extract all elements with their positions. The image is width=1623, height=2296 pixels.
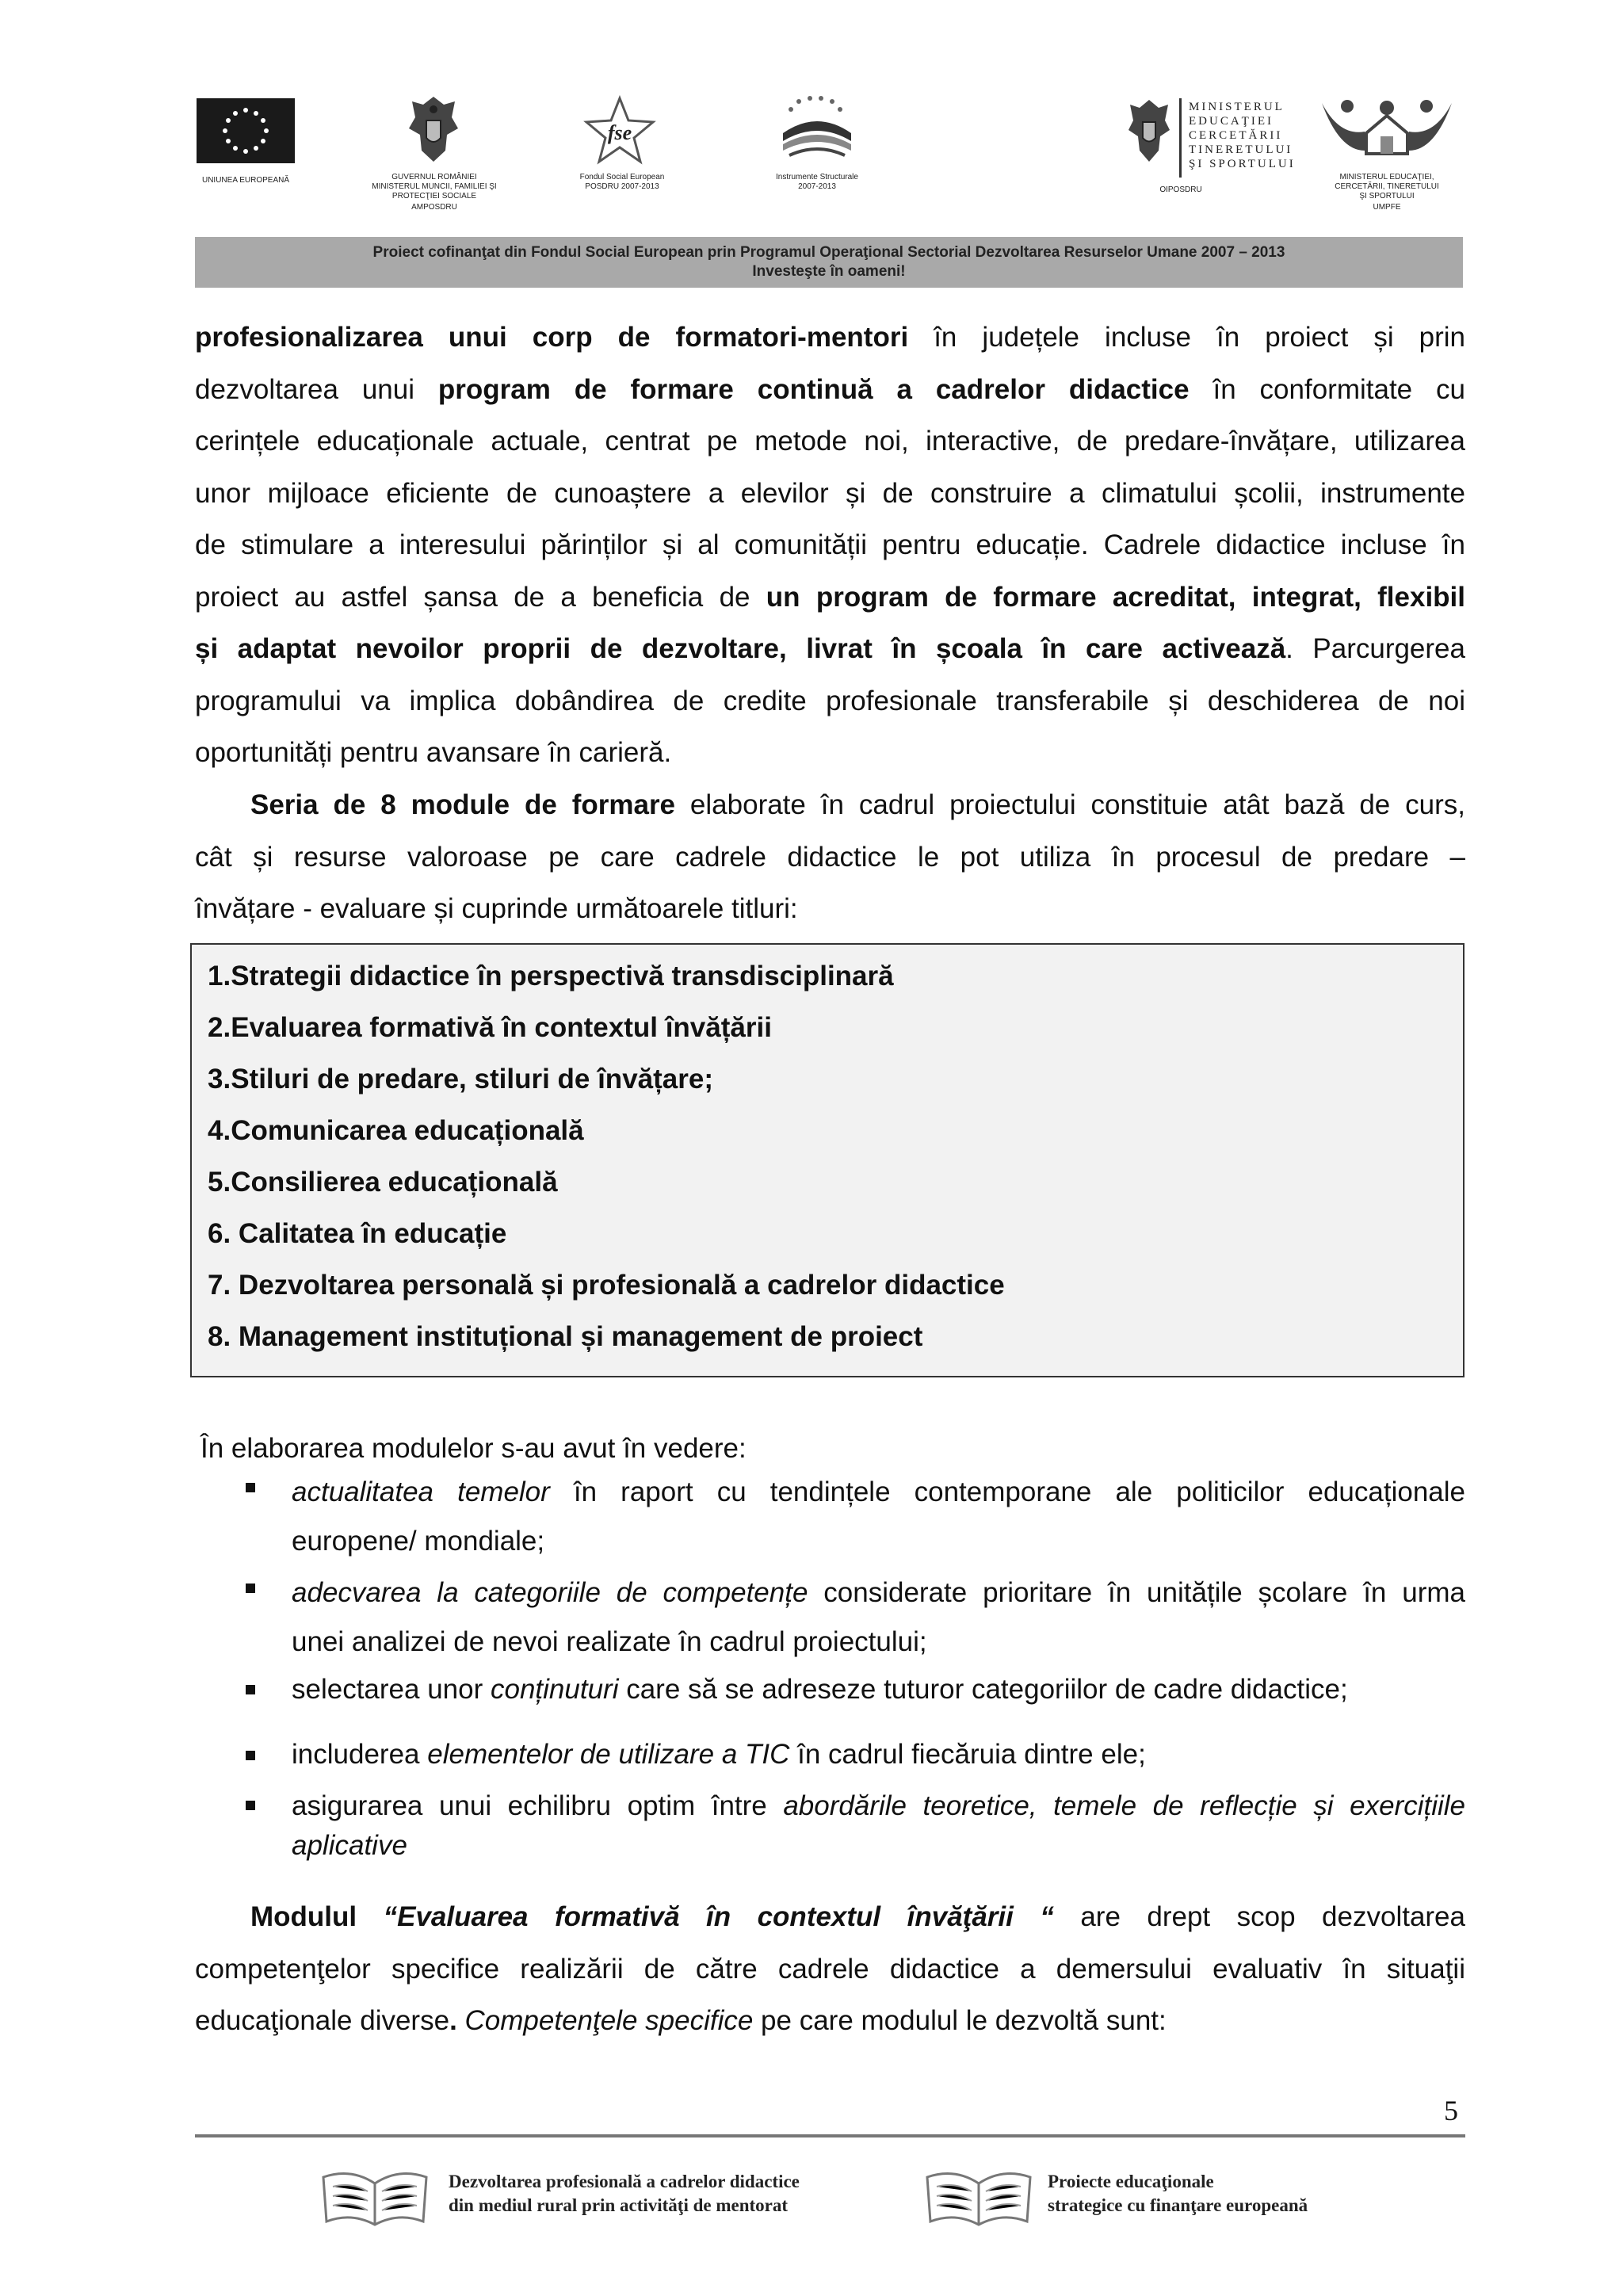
bold-phrase: . — [449, 2005, 465, 2036]
text-line: oportunități pentru avansare în carieră. — [195, 737, 672, 768]
ministry-divider — [1179, 98, 1182, 178]
footer-left-line: Dezvoltarea profesională a cadrelor didactice — [449, 2172, 800, 2191]
text-line: competenţelor specifice realizării de către cadrele didactice a demersului evaluativ în situaţii — [195, 1953, 1465, 1985]
text-line: programului va implica dobândirea de credite profesionale transferabile și deschiderea de noi — [195, 685, 1465, 716]
bullet-item — [292, 1786, 1465, 1866]
text-line — [195, 1891, 1465, 1943]
modules-list-box — [190, 943, 1465, 1377]
bullet-square-icon — [246, 1584, 255, 1593]
bold-phrase: program de formare continuă a cadrelor didactice — [437, 373, 1190, 405]
bullet-item — [292, 1739, 1465, 1771]
bullet-item — [292, 1468, 1465, 1566]
cofinancing-banner — [195, 237, 1463, 288]
umpfe-caption: MINISTERUL EDUCAŢIEI, CERCETĂRII, TINERETULUI ŞI SPORTULUI — [1335, 173, 1439, 201]
text-run: are drept scop dezvoltarea — [1053, 1901, 1465, 1932]
text-line: unor mijloace eficiente de cunoaștere a elevilor și de construire a climatului școlii, instrumente — [195, 477, 1465, 509]
text-run: dezvoltarea unui — [195, 373, 438, 405]
paragraph-modules-intro — [195, 779, 1465, 935]
module-item: 8. Management instituțional și management de proiect — [208, 1321, 923, 1352]
oiposdru-caption: OIPOSDRU — [1159, 185, 1202, 194]
bullet-square-icon — [246, 1685, 255, 1694]
footer-right-title — [1048, 2170, 1308, 2218]
text-run: educaţionale diverse — [195, 2005, 450, 2036]
italic-phrase: actualitatea temelor — [292, 1477, 550, 1507]
text-line: europene/ mondiale; — [292, 1526, 545, 1557]
text-run: . Parcurgerea — [1285, 633, 1465, 664]
italic-phrase: adecvarea la categoriile de competențe — [292, 1577, 808, 1608]
eu-flag-icon — [197, 98, 295, 163]
footer-left-title — [449, 2170, 800, 2218]
bullet-square-icon — [246, 1801, 255, 1810]
fse-star-icon — [583, 95, 656, 165]
svg-text:fse: fse — [607, 121, 632, 144]
fse-caption: Fondul Social European POSDRU 2007-2013 — [579, 173, 665, 191]
text-run: pe care modulul le dezvoltă sunt: — [753, 2005, 1167, 2036]
module-item: 2.Evaluarea formativă în contextul învățării — [208, 1012, 772, 1043]
text-line: învățare - evaluare și cuprinde următoarele titluri: — [195, 893, 798, 924]
footer-right-line: Proiecte educaţionale — [1048, 2172, 1214, 2191]
bold-phrase: Seria de 8 module de formare — [250, 789, 676, 820]
bold-italic-phrase: “Evaluarea formativă în contextul învăţării “ — [383, 1901, 1054, 1932]
ministry-coat-of-arms-icon — [1125, 97, 1173, 165]
text-line — [292, 1568, 1465, 1618]
paragraph-project-description — [195, 311, 1465, 779]
module-item: 7. Dezvoltarea personală și profesională a cadrelor didactice — [208, 1270, 1005, 1301]
page-number: 5 — [1444, 2095, 1458, 2126]
text-line: unei analizei de nevoi realizate în cadrul proiectului; — [292, 1626, 927, 1657]
text-line — [195, 1995, 1465, 2047]
open-book-icon — [315, 2160, 434, 2231]
instrumente-structurale-icon — [775, 94, 859, 171]
umpfe-people-icon — [1316, 95, 1458, 166]
banner-line-1: Proiect cofinanţat din Fondul Social European prin Programul Operaţional Sectorial Dezvoltarea Resurselor Umane 2007 – 2013 — [372, 244, 1285, 261]
eu-caption: UNIUNEA EUROPEANĂ — [201, 176, 290, 185]
text-run: includerea — [292, 1739, 428, 1770]
text-line: cerințele educaționale actuale, centrat pe metode noi, interactive, de predare-învățare, utilizarea — [195, 426, 1465, 457]
bullets-intro: În elaborarea modulelor s-au avut în vedere: — [200, 1433, 747, 1464]
bullet-item — [292, 1674, 1465, 1706]
text-line — [195, 623, 1465, 675]
module-item: 1.Strategii didactice în perspectivă transdisciplinară — [208, 961, 894, 991]
text-line: de stimulare a interesului părinților și al comunității pentru educație. Cadrele didactice incluse în — [195, 529, 1465, 560]
footer-left-line: din mediul rural prin activităţi de mentorat — [449, 2195, 789, 2215]
footer-right-line: strategice cu finanţare europeană — [1048, 2195, 1308, 2215]
text-run: în conformitate cu — [1189, 373, 1466, 405]
text-run: în cadrul fiecăruia dintre ele; — [789, 1739, 1146, 1770]
module-item: 5.Consilierea educațională — [208, 1167, 558, 1198]
bullet-item — [292, 1568, 1465, 1667]
text-run: în județele incluse în proiect și prin — [908, 322, 1465, 353]
italic-phrase: abordările teoretice, temele de reflecție și exercițiile — [783, 1790, 1465, 1821]
ministry-name: MINISTERUL EDUCAŢIEI CERCETĂRII TINERETULUI ŞI SPORTULUI — [1189, 101, 1296, 170]
instrumente-caption: Instrumente Structurale 2007-2013 — [776, 173, 858, 191]
text-line — [292, 1786, 1465, 1826]
bullet-square-icon — [246, 1751, 255, 1760]
gov-sub-caption: AMPOSDRU — [411, 203, 457, 212]
italic-phrase: aplicative — [292, 1830, 407, 1861]
italic-phrase: Competenţele specifice — [464, 2005, 754, 2036]
text-line: cât și resurse valoroase pe care cadrele didactice le pot utiliza în procesul de predare – — [195, 841, 1465, 873]
banner-line-2: Investeşte în oameni! — [752, 263, 906, 280]
text-run: asigurarea unui echilibru optim între — [292, 1790, 784, 1821]
italic-phrase: conținuturi — [490, 1674, 619, 1705]
text-run: selectarea unor — [292, 1674, 491, 1705]
text-line — [195, 571, 1465, 624]
bold-phrase: și adaptat nevoilor proprii de dezvoltare, livrat în școala în care activează — [195, 633, 1286, 664]
text-line — [195, 779, 1465, 831]
text-run: considerate prioritare în unitățile școlare în urma — [808, 1577, 1465, 1608]
module-item: 4.Comunicarea educațională — [208, 1115, 584, 1146]
text-run: elaborate în cadrul proiectului constituie atât bază de curs, — [675, 789, 1465, 820]
bold-phrase: Modulul — [250, 1901, 384, 1932]
module-item: 6. Calitatea în educație — [208, 1218, 507, 1249]
gov-caption: GUVERNUL ROMÂNIEI MINISTERUL MUNCII, FAMILIEI ŞI PROTECŢIEI SOCIALE — [372, 173, 497, 201]
text-run: proiect au astfel șansa de a beneficia de — [195, 581, 766, 613]
text-line — [292, 1468, 1465, 1517]
bold-phrase: un program de formare acreditat, integrat, flexibil — [766, 581, 1465, 613]
bullet-square-icon — [246, 1483, 255, 1492]
module-item: 3.Stiluri de predare, stiluri de învățare; — [208, 1064, 713, 1095]
text-line — [195, 311, 1465, 364]
text-run: care să se adreseze tuturor categoriilor de cadre didactice; — [618, 1674, 1348, 1705]
coat-of-arms-icon — [406, 94, 461, 165]
text-line — [292, 1826, 1465, 1866]
text-run: în raport cu tendințele contemporane ale politicilor educaționale — [549, 1477, 1465, 1507]
text-line — [195, 364, 1465, 416]
open-book-icon — [919, 2160, 1038, 2231]
paragraph-module-scope — [195, 1891, 1465, 2047]
umpfe-sub-caption: UMPFE — [1373, 203, 1401, 212]
footer-rule — [195, 2134, 1465, 2137]
italic-phrase: elementelor de utilizare a TIC — [427, 1739, 790, 1770]
bold-phrase: profesionalizarea unui corp de formatori-mentori — [195, 322, 909, 353]
